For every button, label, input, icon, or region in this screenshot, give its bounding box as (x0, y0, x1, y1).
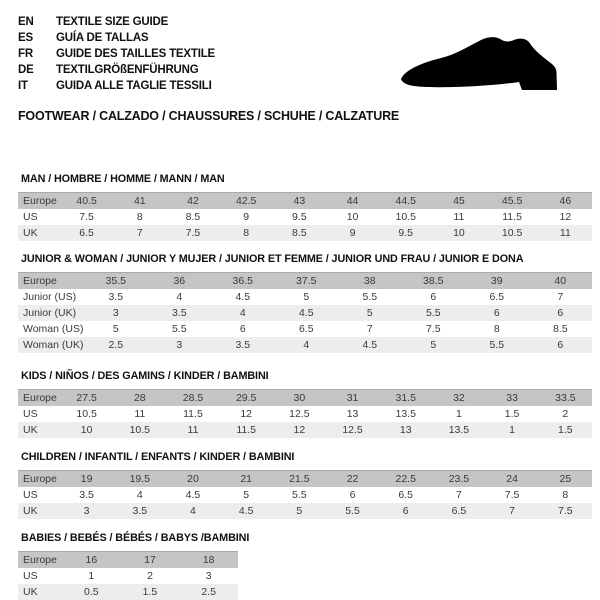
size-cell: 8 (493, 323, 500, 335)
size-cell: 1.5 (539, 422, 592, 438)
size-cell: 6 (465, 305, 529, 321)
size-cell: 6 (239, 323, 246, 335)
section-title-kids: KIDS / NIÑOS / DES GAMINS / KINDER / BAMBINI (21, 370, 269, 382)
size-cell: 3 (205, 570, 212, 582)
size-cell: 5.5 (326, 503, 379, 519)
size-row-man-0 (18, 193, 592, 210)
language-row-it (18, 78, 358, 94)
size-cell: 2 (147, 570, 153, 582)
size-row-children-2 (18, 503, 592, 519)
size-cell: 24 (486, 471, 539, 488)
row-label: Junior (UK) (18, 305, 84, 321)
row-label: UK (18, 584, 62, 600)
size-cell: 27.5 (60, 390, 113, 407)
row-label: UK (18, 225, 60, 241)
size-cell: 5 (243, 489, 250, 501)
language-title-list (18, 14, 358, 94)
size-cell: 6.5 (489, 291, 505, 303)
size-cell: 11.5 (502, 211, 522, 223)
size-cell: 11.5 (183, 408, 203, 420)
size-cell: 5.5 (465, 337, 529, 353)
size-cell: 3 (60, 503, 113, 519)
size-cell: 0.5 (62, 584, 121, 600)
size-cell: 16 (62, 552, 121, 569)
row-label: Europe (18, 471, 60, 488)
size-row-babies-1 (18, 568, 238, 584)
size-cell: 5 (402, 337, 466, 353)
size-cell: 8 (136, 211, 143, 223)
language-row-es (18, 30, 358, 46)
size-cell: 4.5 (185, 489, 201, 501)
size-cell: 31.5 (379, 390, 432, 407)
size-cell: 3 (84, 305, 148, 321)
size-cell: 6 (529, 337, 593, 353)
language-code: ES (18, 32, 33, 44)
size-cell: 18 (179, 552, 238, 569)
size-table-section-man (18, 173, 592, 241)
size-cell: 5.5 (171, 323, 187, 335)
size-cell: 5.5 (292, 489, 307, 501)
size-cell: 40 (529, 273, 593, 290)
size-cell: 13.5 (432, 422, 485, 438)
row-label: US (23, 570, 38, 582)
size-cell: 6.5 (60, 225, 113, 241)
size-cell: 5.5 (362, 291, 378, 303)
size-table-children (18, 470, 592, 519)
size-cell: 42.5 (220, 193, 273, 210)
size-cell: 33.5 (539, 390, 592, 407)
size-row-kids-0 (18, 390, 592, 407)
size-cell: 11 (453, 211, 465, 223)
size-cell: 12 (273, 422, 326, 438)
size-cell: 7.5 (504, 489, 520, 501)
row-label: US (23, 489, 38, 501)
size-cell: 7 (113, 225, 166, 241)
size-cell: 11 (539, 225, 592, 241)
size-cell: 7.5 (79, 211, 94, 223)
size-cell: 9.5 (292, 211, 307, 223)
size-cell: 10 (60, 422, 113, 438)
size-cell: 29.5 (220, 390, 273, 407)
section-title-man: MAN / HOMBRE / HOMME / MANN / MAN (21, 173, 225, 185)
size-cell: 3.5 (79, 489, 94, 501)
size-cell: 1.5 (121, 584, 180, 600)
size-cell: 28 (113, 390, 166, 407)
size-cell: 2 (562, 408, 569, 420)
size-cell: 11 (166, 422, 219, 438)
row-label: Europe (18, 193, 60, 210)
row-label: Woman (US) (23, 323, 84, 335)
size-cell: 13 (346, 408, 359, 420)
size-cell: 11 (134, 408, 146, 420)
section-title-children: CHILDREN / INFANTIL / ENFANTS / KINDER / BAMBINI (21, 451, 295, 463)
size-cell: 12.5 (326, 422, 379, 438)
shoe-icon (395, 33, 575, 95)
size-row-junior-3 (18, 321, 592, 337)
size-cell: 8 (562, 489, 569, 501)
size-table-section-children (18, 451, 592, 519)
size-cell: 5.5 (402, 305, 466, 321)
size-cell: 4 (211, 305, 275, 321)
size-table-section-babies (18, 532, 592, 600)
size-cell: 1.5 (504, 408, 520, 420)
language-title: GUÍA DE TALLAS (56, 32, 149, 44)
size-cell: 7 (557, 291, 564, 303)
size-cell: 44.5 (379, 193, 432, 210)
size-cell: 8.5 (185, 211, 201, 223)
size-row-babies-2 (18, 584, 238, 600)
size-cell: 7 (366, 323, 373, 335)
size-cell: 9 (326, 225, 379, 241)
size-cell: 2.5 (179, 584, 238, 600)
size-cell: 8.5 (273, 225, 326, 241)
size-cell: 21 (220, 471, 273, 488)
row-label: UK (18, 503, 60, 519)
size-row-children-0 (18, 471, 592, 488)
row-label: Europe (18, 390, 60, 407)
size-cell: 1 (455, 408, 462, 420)
size-table-babies (18, 551, 238, 600)
size-cell: 13 (379, 422, 432, 438)
size-table-section-junior (18, 253, 592, 353)
size-cell: 10.5 (486, 225, 539, 241)
size-cell: 6 (379, 503, 432, 519)
size-cell: 7.5 (425, 323, 441, 335)
size-cell: 10 (346, 211, 359, 223)
language-row-en (18, 14, 358, 30)
size-cell: 10.5 (113, 422, 166, 438)
size-row-junior-0 (18, 273, 592, 290)
size-cell: 2.5 (84, 337, 148, 353)
size-cell: 6.5 (432, 503, 485, 519)
size-cell: 3.5 (148, 305, 212, 321)
size-cell: 8 (220, 225, 273, 241)
language-code: IT (18, 80, 28, 92)
size-cell: 32 (432, 390, 485, 407)
size-cell: 6 (529, 305, 593, 321)
size-cell: 4 (176, 291, 183, 303)
size-cell: 30 (273, 390, 326, 407)
size-cell: 3 (148, 337, 212, 353)
size-cell: 5 (303, 291, 310, 303)
size-cell: 17 (121, 552, 180, 569)
size-row-junior-4 (18, 337, 592, 353)
size-cell: 25 (539, 471, 592, 488)
row-label: Europe (18, 552, 62, 569)
size-cell: 8.5 (552, 323, 568, 335)
size-cell: 37.5 (275, 273, 339, 290)
size-row-babies-0 (18, 552, 238, 569)
size-tables (18, 173, 592, 600)
size-cell: 4 (166, 503, 219, 519)
size-cell: 7.5 (539, 503, 592, 519)
size-cell: 35.5 (84, 273, 148, 290)
size-cell: 36 (148, 273, 212, 290)
size-table-section-kids (18, 370, 592, 438)
size-cell: 43 (273, 193, 326, 210)
language-title: TEXTILGRÖßENFÜHRUNG (56, 64, 199, 76)
size-cell: 44 (326, 193, 379, 210)
size-cell: 12 (240, 408, 252, 420)
size-cell: 22.5 (379, 471, 432, 488)
size-cell: 3.5 (113, 503, 166, 519)
size-cell: 38.5 (402, 273, 466, 290)
size-cell: 6 (349, 489, 356, 501)
size-cell: 40.5 (60, 193, 113, 210)
category-title: FOOTWEAR / CALZADO / CHAUSSURES / SCHUHE / CALZATURE (18, 109, 400, 123)
size-row-kids-2 (18, 422, 592, 438)
size-table-kids (18, 389, 592, 438)
size-cell: 4.5 (220, 503, 273, 519)
language-code: EN (18, 16, 34, 28)
size-cell: 3.5 (108, 291, 124, 303)
size-cell: 20 (166, 471, 219, 488)
size-cell: 41 (113, 193, 166, 210)
size-cell: 22 (326, 471, 379, 488)
language-row-de (18, 62, 358, 78)
size-cell: 7.5 (166, 225, 219, 241)
size-cell: 39 (465, 273, 529, 290)
language-title: GUIDA ALLE TAGLIE TESSILI (56, 80, 212, 92)
size-cell: 4.5 (338, 337, 402, 353)
size-row-kids-1 (18, 406, 592, 422)
size-cell: 19.5 (113, 471, 166, 488)
size-cell: 5 (112, 323, 119, 335)
size-table-man (18, 192, 592, 241)
size-cell: 23.5 (432, 471, 485, 488)
section-title-junior: JUNIOR & WOMAN / JUNIOR Y MUJER / JUNIOR ET FEMME / JUNIOR UND FRAU / JUNIOR E DONA (21, 253, 524, 265)
row-label: US (23, 211, 38, 223)
size-cell: 4.5 (275, 305, 339, 321)
size-cell: 38 (338, 273, 402, 290)
size-cell: 11.5 (220, 422, 273, 438)
size-cell: 6 (430, 291, 437, 303)
size-cell: 21.5 (273, 471, 326, 488)
size-cell: 1 (486, 422, 539, 438)
size-cell: 46 (539, 193, 592, 210)
language-title: TEXTILE SIZE GUIDE (56, 16, 169, 28)
size-cell: 28.5 (166, 390, 219, 407)
size-row-junior-2 (18, 305, 592, 321)
size-cell: 19 (60, 471, 113, 488)
row-label: US (23, 408, 38, 420)
size-cell: 33 (486, 390, 539, 407)
size-row-man-1 (18, 209, 592, 225)
language-code: DE (18, 64, 34, 76)
size-row-junior-1 (18, 289, 592, 305)
size-cell: 6.5 (398, 489, 414, 501)
size-cell: 7 (486, 503, 539, 519)
size-cell: 9.5 (379, 225, 432, 241)
size-cell: 12 (559, 211, 572, 223)
language-code: FR (18, 48, 33, 60)
language-title: GUIDE DES TAILLES TEXTILE (56, 48, 215, 60)
row-label: Europe (18, 273, 84, 290)
row-label: Junior (US) (23, 291, 77, 303)
size-cell: 1 (88, 570, 95, 582)
size-cell: 4 (136, 489, 143, 501)
size-row-man-2 (18, 225, 592, 241)
size-cell: 5 (273, 503, 326, 519)
size-cell: 4.5 (235, 291, 251, 303)
size-cell: 3.5 (211, 337, 275, 353)
row-label: UK (18, 422, 60, 438)
size-cell: 42 (166, 193, 219, 210)
size-cell: 9 (243, 211, 250, 223)
size-cell: 12.5 (289, 408, 310, 420)
size-cell: 13.5 (395, 408, 416, 420)
size-cell: 45 (432, 193, 485, 210)
size-cell: 4 (275, 337, 339, 353)
row-label: Woman (UK) (18, 337, 84, 353)
size-cell: 36.5 (211, 273, 275, 290)
language-row-fr (18, 46, 358, 62)
size-cell: 5 (338, 305, 402, 321)
size-cell: 10.5 (395, 211, 416, 223)
size-cell: 7 (455, 489, 462, 501)
size-cell: 31 (326, 390, 379, 407)
size-cell: 45.5 (486, 193, 539, 210)
size-cell: 10 (432, 225, 485, 241)
size-cell: 6.5 (298, 323, 314, 335)
size-row-children-1 (18, 487, 592, 503)
section-title-babies: BABIES / BEBÉS / BÉBÉS / BABYS /BAMBINI (21, 532, 250, 544)
size-table-junior (18, 272, 592, 353)
size-cell: 10.5 (76, 408, 97, 420)
